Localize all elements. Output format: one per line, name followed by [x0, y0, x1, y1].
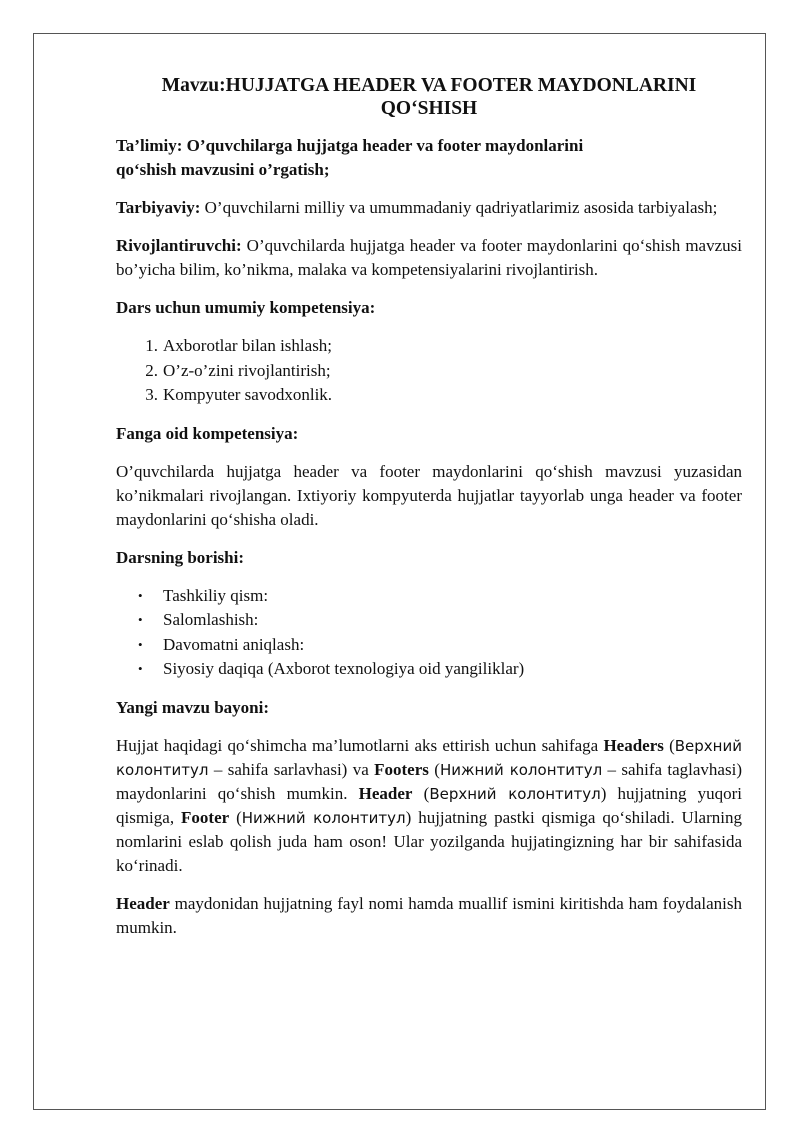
text-run: ( [428, 759, 440, 779]
talimiy-line-2: qo‘shish mavzusini o’rgatish; [116, 160, 330, 179]
fanga-heading: Fanga oid kompetensiya: [116, 423, 299, 443]
list-item-text: Axborotlar bilan ishlash; [163, 336, 333, 355]
list-item-text: Kompyuter savodxonlik. [163, 385, 333, 404]
document-body [116, 74, 742, 940]
bullet-icon: • [138, 612, 143, 627]
text-run: maydonidan hujjatning fayl nomi hamda muallif ismini kiritishda ham foydalanish mumkin. [116, 893, 742, 937]
list-item-text: Davomatni aniqlash: [163, 634, 305, 654]
list-item [116, 334, 742, 359]
text-run: ( [412, 783, 430, 803]
bold-term: Header [358, 783, 413, 803]
list-item-text: O’z-o’zini rivojlantirish; [163, 360, 331, 380]
text-run: ) hujjatning yuqori qismiga, [116, 783, 743, 827]
russian-term: Верхний колонтитул [429, 784, 601, 803]
russian-term: Нижний колонтитул [241, 808, 406, 827]
umumiy-heading: Dars uchun umumiy kompetensiya: [116, 298, 376, 317]
list-number: 2. [145, 360, 158, 380]
list-item [116, 359, 742, 384]
list-number: 3. [145, 385, 158, 404]
bold-term: Headers [603, 735, 664, 755]
bullet-icon: • [138, 661, 143, 676]
text-run: – sahifa sarlavhasi) va [208, 759, 375, 779]
russian-term: Верхний колонтитул [116, 736, 742, 779]
umumiy-list [116, 334, 742, 408]
list-item [116, 584, 742, 609]
title-line-1: Mavzu:HUJJATGA HEADER VA FOOTER MAYDONLARINI [161, 75, 697, 96]
text-run: ( [229, 807, 242, 827]
rivojlantiruvchi-label: Rivojlantiruvchi: [116, 236, 242, 255]
yangi-paragraph-1 [116, 734, 742, 878]
bold-term: Footer [181, 807, 230, 827]
title-line-2: QO‘SHISH [380, 98, 478, 119]
list-item [116, 383, 742, 408]
fanga-paragraph: O’quvchilarda hujjatga header va footer maydonlarini qo‘shish mavzusi yuzasidan ko’nikmalari rivojlangan. Ixtiyoriy kompyuterda hujjatlar tayyorlab unga header va footer maydonlarini qo‘shisha oladi. [116, 461, 742, 529]
borishi-list [116, 584, 742, 682]
list-number: 1. [145, 336, 158, 355]
tarbiyaviy-label: Tarbiyaviy: [116, 198, 201, 217]
bold-term: Footers [374, 759, 429, 779]
bold-term: Header [116, 893, 170, 913]
tarbiyaviy-paragraph [116, 196, 742, 220]
text-run: ) hujjatning pastki qismiga qo‘shiladi. Ularning nomlarini eslab qolish juda ham oson! Ular yozilganda hujjatingizning har bir sahifasida ko‘rinadi. [116, 807, 742, 875]
russian-term: Нижний колонтитул [439, 760, 603, 779]
talimiy-paragraph [116, 134, 742, 182]
yangi-paragraph-2 [116, 892, 742, 940]
rivojlantiruvchi-text: O’quvchilarda hujjatga header va footer maydonlarini qo‘shish mavzusi bo’yicha bilim, ko’nikma, malaka va kompetensiyalarini rivojlantirish. [116, 236, 742, 279]
yangi-heading: Yangi mavzu bayoni: [116, 697, 270, 717]
list-item [116, 608, 742, 633]
list-item [116, 633, 742, 658]
rivojlantiruvchi-paragraph [116, 234, 742, 282]
bullet-icon: • [138, 587, 143, 603]
borishi-heading: Darsning borishi: [116, 547, 244, 567]
document-title [116, 74, 742, 120]
text-run: – sahifa taglavhasi) maydonlarini qo‘shish mumkin. [116, 759, 742, 803]
text-run: ( [663, 735, 675, 755]
list-item [116, 657, 742, 682]
text-run: Hujjat haqidagi qo‘shimcha ma’lumotlarni aks ettirish uchun sahifaga [116, 735, 604, 755]
talimiy-line-1: Ta’limiy: O’quvchilarga hujjatga header va footer maydonlarini [116, 136, 584, 155]
list-item-text: Salomlashish: [163, 610, 259, 629]
tarbiyaviy-text: O’quvchilarni milliy va umummadaniy qadriyatlarimiz asosida tarbiyalash; [200, 198, 718, 217]
list-item-text: Siyosiy daqiqa (Axborot texnologiya oid yangiliklar) [163, 659, 525, 678]
bullet-icon: • [138, 636, 143, 652]
list-item-text: Tashkiliy qism: [163, 585, 269, 605]
